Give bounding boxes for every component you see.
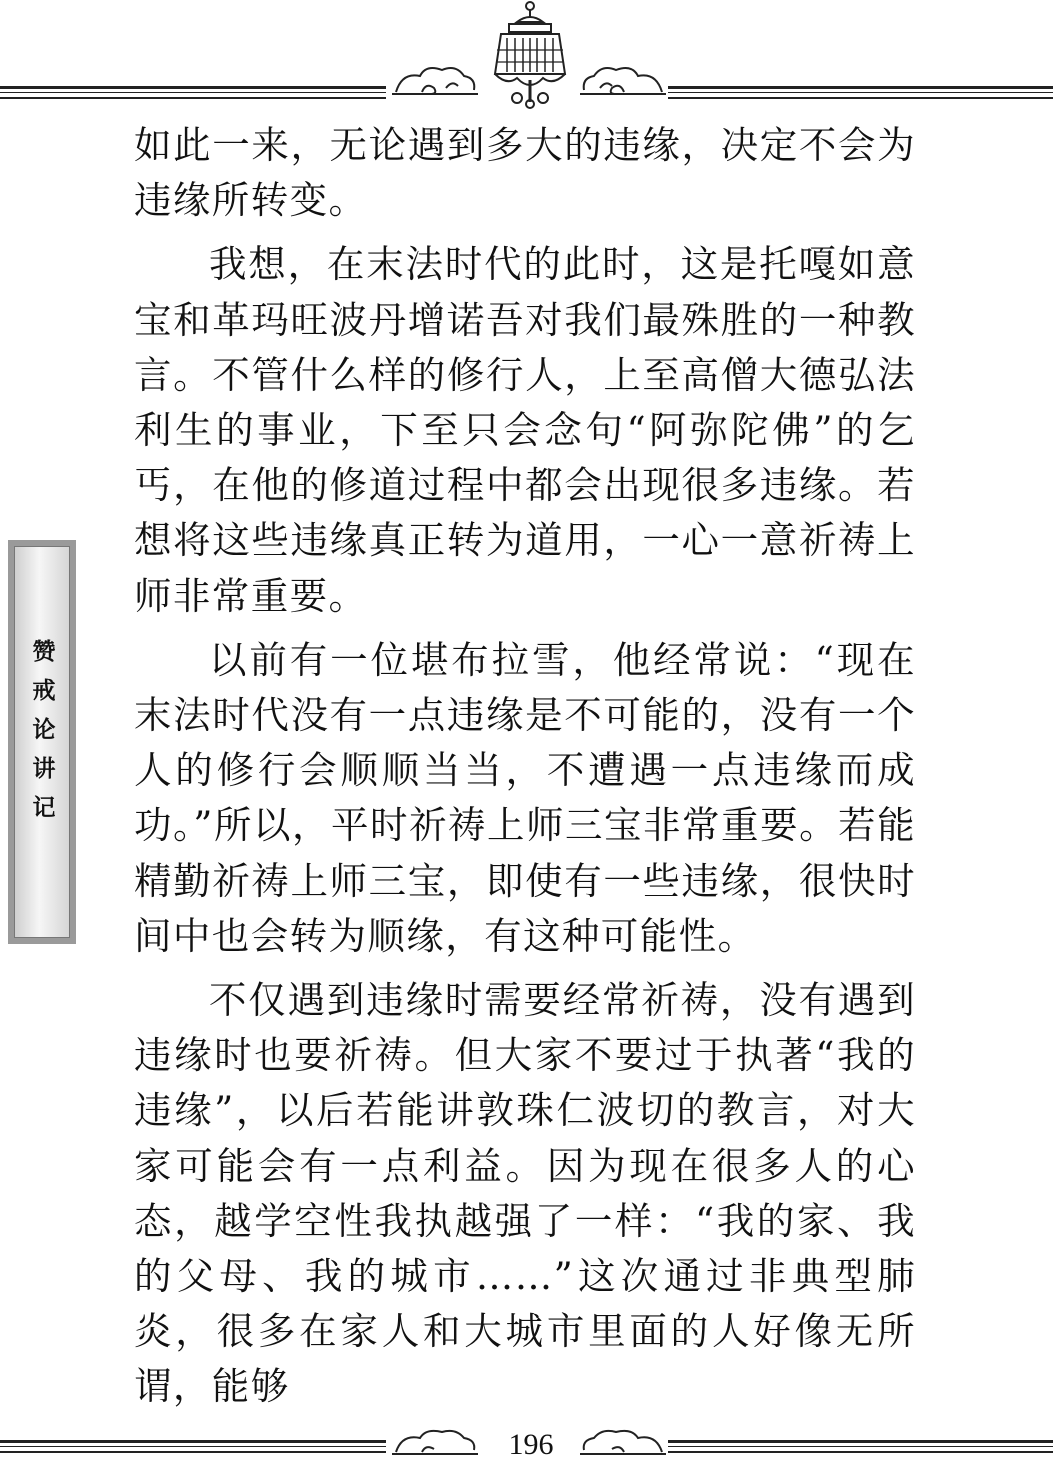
- side-tab-panel: [14, 546, 70, 938]
- victory-canopy-icon: [487, 0, 573, 110]
- paragraph-3: 以前有一位堪布拉雪，他经常说：“现在末法时代没有一点违缘是不可能的，没有一个人的修行会顺顺当当，不遭遇一点违缘而成功。”所以，平时祈祷上师三宝非常重要。若能精勤祈祷上师三宝，即使有一些违缘，很快时间中也会转为顺缘，有这种可能性。: [134, 637, 916, 958]
- page-body: [134, 118, 916, 1415]
- paragraph-2: 我想，在末法时代的此时，这是托嘎如意宝和革玛旺波丹增诺吾对我们最殊胜的一种教言。不管什么样的修行人，上至高僧大德弘法利生的事业，下至只会念句“阿弥陀佛”的乞丐，在他的修道过程中都会出现很多违缘。若想将这些违缘真正转为道用，一心一意祈祷上师非常重要。: [134, 242, 916, 618]
- paragraph-1: 如此一来，无论遇到多大的违缘，决定不会为违缘所转变。: [134, 123, 916, 223]
- cloud-scroll-right-icon: [580, 62, 666, 102]
- paragraph-4: 不仅遇到违缘时需要经常祈祷，没有遇到违缘时也要祈祷。但大家不要过于执著“我的违缘”，以后若能讲敦珠仁波切的教言，对大家可能会有一点利益。因为现在很多人的心态，越学空性我执越强了一样：“我的家、我的父母、我的城市……”这次通过非典型肺炎，很多在家人和大城市里面的人好像无所谓，能够: [134, 978, 916, 1409]
- side-tab: [8, 540, 76, 944]
- cloud-scroll-left-icon: [392, 1426, 478, 1460]
- page-number: 196: [486, 1428, 576, 1462]
- cloud-scroll-left-icon: [392, 62, 478, 102]
- cloud-scroll-right-icon: [580, 1426, 666, 1460]
- book-title-vertical: 赞戒论讲记: [28, 639, 55, 834]
